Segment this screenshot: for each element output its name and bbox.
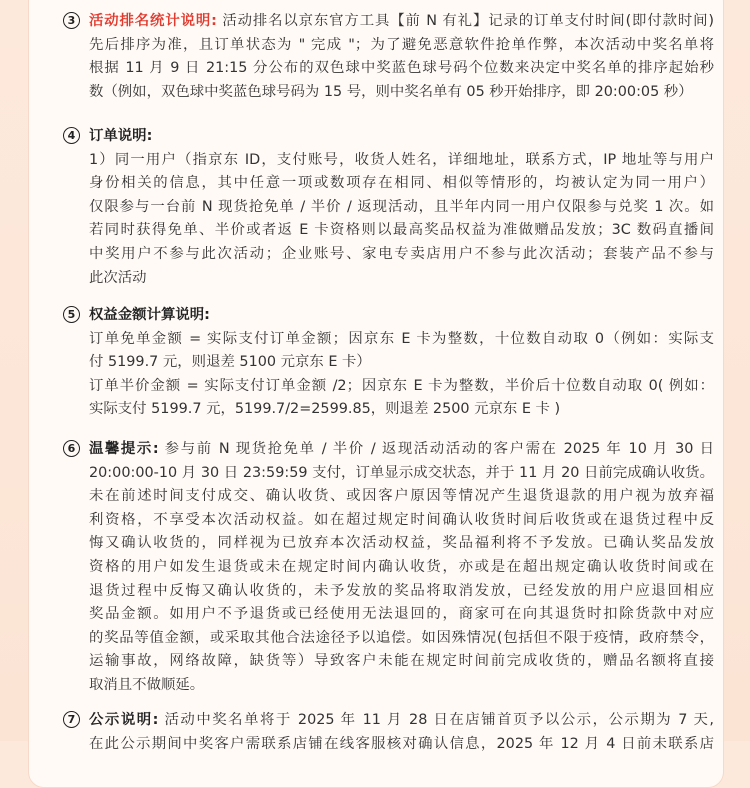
order-line-3: 仅限参与一台前 N 现货抢免单 / 半价 / 返现活动，且半年内同一用户仅限参与兑奖 1 次。如 [89,198,714,215]
section-number-badge: 7 [63,711,80,728]
section-ranking [67,10,714,104]
order-line-2: 身份相关的信息，其中任意一项或数项存在相同、相似等情形的，均被认定为同一用户） [89,175,714,192]
ranking-line-2: 先后排序为准，且订单状态为 " 完成 "；为了避免恶意软件抢单作弊，本次活动中奖名单将 [89,36,714,53]
announcement-line-2: 在此公示期间中奖客户需联系店铺在线客服核对确认信息，2025 年 12 月 4 日前未联系店 [89,735,714,752]
order-title-line [89,125,714,149]
section-number-badge: 5 [63,306,80,323]
tips-line-8: 奖品金额。如用户不予退货或已经使用无法退回的，商家可在向其退货时扣除货款中对应 [89,606,714,623]
benefit-line-4: 实际支付 5199.7 元，5199.7/2=2599.85，则退差 2500 元京东 E 卡 ) [89,401,561,418]
tips-line-11: 取消且不做顺延。 [89,676,205,693]
section-number-badge: 3 [63,12,80,29]
ranking-line-1 [89,10,714,34]
tips-line-4: 利资格，不享受本次活动权益。如在超过规定时间确认收货时间后收货或在退货过程中反 [89,511,714,528]
section-title: 权益金额计算说明: [89,307,210,323]
order-line-5: 中奖用户不参与此次活动；企业账号、家电专卖店用户不参与此次活动；套装产品不参与 [89,245,714,262]
text: 参与前 N 现货抢免单 / 半价 / 返现活动活动的客户需在 2025 年 10 月 30 日 [164,441,714,457]
rules-card [28,0,724,788]
tips-line-5: 悔又确认收货的，同样视为已放弃本次活动权益，奖品福利将不予发放。已确认奖品发放 [89,535,714,552]
section-title: 订单说明: [89,128,153,144]
benefit-line-3: 订单半价金额 = 实际支付订单金额 /2；因京东 E 卡为整数，半价后十位数自动取 0( 例如： [89,377,714,394]
section-number-badge: 6 [63,440,80,457]
tips-line-9: 的奖品等值金额，或采取其他合法途径予以追偿。如因殊情况(包括但不限于疫情，政府禁令， [89,629,714,646]
tips-line-7: 退货过程中反悔又确认收货的，未予发放的奖品将取消发放，已经发放的用户应退回相应 [89,582,714,599]
order-line-1: 1）同一用户（指京东 ID，支付账号，收货人姓名，详细地址，联系方式，IP 地址等与用户 [89,151,714,168]
benefit-line-2: 付 5199.7 元，则退差 5100 元京东 E 卡） [89,354,371,371]
benefit-line-1: 订单免单金额 = 实际支付订单金额；因京东 E 卡为整数，十位数自动取 0（例如：实际支 [89,330,714,347]
text: 活动中奖名单将于 2025 年 11 月 28 日在店铺首页予以公示，公示期为 7 天, [164,712,714,728]
section-title: 公示说明: [89,712,159,728]
section-title: 活动排名统计说明: [89,13,217,29]
section-order [67,125,714,290]
tips-line-3: 未在前述时间支付成交、确认收货、或因客户原因等情况产生退货退款的用户视为放弃福 [89,488,714,505]
ranking-line-3: 根据 11 月 9 日 21:15 分公布的双色球中奖蓝色球号码个位数来决定中奖名单的排序起始秒 [89,60,714,77]
announcement-line-1 [89,709,714,733]
ranking-line-4: 数（例如，双色球中奖蓝色球号码为 15 号，则中奖名单有 05 秒开始排序，即 20:00:05 秒） [89,83,693,100]
section-benefit-amount [67,304,714,422]
section-tips [67,438,714,698]
section-title: 温馨提示: [89,441,159,457]
benefit-title-line [89,304,714,328]
tips-line-10: 运输事故，网络故障，缺货等）导致客户未能在规定时间前完成收货的，赠品名额将直接 [89,653,714,670]
tips-line-1 [89,438,714,462]
section-number-badge: 4 [63,127,80,144]
order-line-6: 此次活动 [89,269,147,286]
order-line-4: 若同时获得免单、半价或者返 E 卡资格则以最高奖品权益为准做赠品发放；3C 数码直播间 [89,222,714,239]
tips-line-2: 20:00:00-10 月 30 日 23:59:59 支付，订单显示成交状态，并于 11 月 20 日前完成确认收货。 [89,464,714,481]
tips-line-6: 资格的用户如发生退货或未在规定时间内确认收货，亦或是在超出规定确认收货时间或在 [89,558,714,575]
text: 活动排名以京东官方工具【前 N 有礼】记录的订单支付时间(即付款时间) [222,13,714,29]
section-announcement [67,709,714,756]
